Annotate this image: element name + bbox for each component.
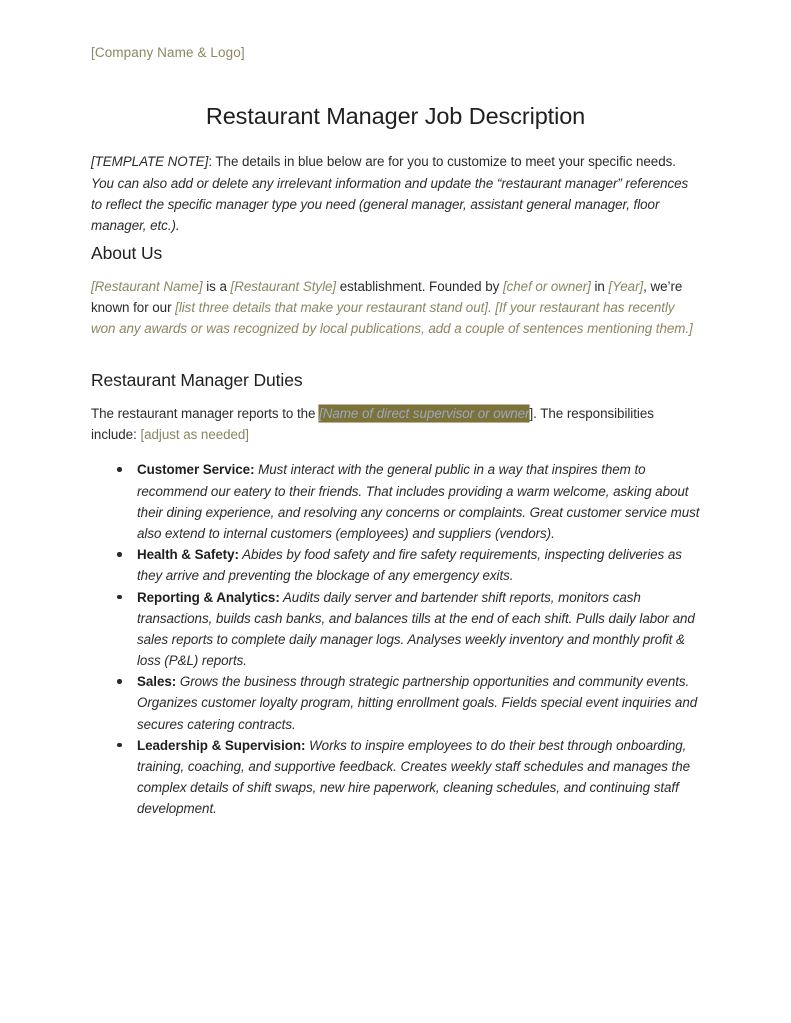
placeholder-awards[interactable]: . [If your restaurant has recently won any awards or was recognized by local publications, add a couple of sentences mentioning them.] (91, 300, 693, 337)
company-logo-placeholder[interactable]: [Company Name & Logo] (91, 45, 245, 60)
duties-list (91, 459, 700, 819)
template-note-roman: : The details in blue below are for you to customize to meet your specific needs. (208, 154, 676, 170)
about-us-paragraph (91, 276, 700, 340)
duties-intro-text-1: The restaurant manager reports to the (91, 406, 320, 422)
list-item (91, 459, 700, 544)
page-title: Restaurant Manager Job Description (205, 102, 586, 129)
about-text-2: establishment. Founded by (336, 278, 503, 294)
list-item (91, 587, 700, 672)
duty-text: Audits daily server and bartender shift reports, monitors cash transactions, builds cash banks, and balances tills at the end of each shift. Pulls daily labor and sales reports to complete daily manager logs. Analyses weekly inventory and monthly profit & loss (P&L) reports. (137, 589, 695, 669)
template-note-label: [TEMPLATE NOTE] (91, 154, 209, 170)
duty-label: Health & Safety: (137, 547, 239, 563)
duty-label: Customer Service: (137, 462, 255, 478)
duty-label: Leadership & Supervision: (137, 737, 306, 753)
section-duties (91, 369, 700, 819)
placeholder-year[interactable]: [Year] (608, 278, 644, 294)
about-text-3: in (590, 278, 609, 294)
about-text-4: , we’re known for our (91, 278, 683, 316)
duty-label: Reporting & Analytics: (137, 589, 280, 605)
placeholder-three-details[interactable]: [list three details that make your restaurant stand out] (175, 300, 488, 316)
duties-intro-paragraph (91, 403, 700, 445)
template-note (91, 151, 700, 236)
placeholder-adjust-as-needed[interactable]: [adjust as needed] (140, 427, 249, 443)
template-note-italic: You can also add or delete any irrelevant information and update the “restaurant manager” references to reflect the specific manager type you need (general manager, assistant general manager, floor manager, etc.). (91, 175, 689, 233)
list-item (91, 735, 700, 820)
list-item (91, 671, 700, 735)
selected-placeholder-supervisor[interactable]: [Name of direct supervisor or owner (319, 406, 530, 422)
duty-text: Abides by food safety and fire safety requirements, inspecting deliveries as they arrive and preventing the blockage of any emergency exits. (137, 547, 682, 584)
duty-text: Grows the business through strategic partnership opportunities and community events. Organizes customer loyalty program, hitting enrollment goals. Fields special event inquiries and secures catering contracts. (137, 674, 698, 732)
about-us-heading: About Us (91, 243, 163, 264)
duties-intro-text-2: ]. The responsibilities include: (91, 406, 654, 443)
duty-label: Sales: (137, 674, 177, 690)
section-about-us (91, 242, 700, 339)
list-item (91, 544, 700, 586)
placeholder-restaurant-name[interactable]: [Restaurant Name] (91, 278, 203, 294)
duty-text: Must interact with the general public in a way that inspires them to recommend our eatery to their friends. That includes providing a warm welcome, asking about their dining experience, and resolving any concerns or complaints. Great customer service must also extend to internal customers (employees) and suppliers (vendors). (137, 462, 700, 541)
placeholder-restaurant-style[interactable]: [Restaurant Style] (230, 278, 337, 294)
duty-text: Works to inspire employees to do their best through onboarding, training, coaching, and supportive feedback. Creates weekly staff schedules and manages the complex details of shift swaps, new hire paperwork, cleaning schedules, and continuing staff development. (137, 737, 690, 817)
about-text-1: is a (202, 278, 231, 294)
placeholder-chef-or-owner[interactable]: [chef or owner] (502, 278, 591, 294)
duties-heading: Restaurant Manager Duties (91, 370, 303, 391)
